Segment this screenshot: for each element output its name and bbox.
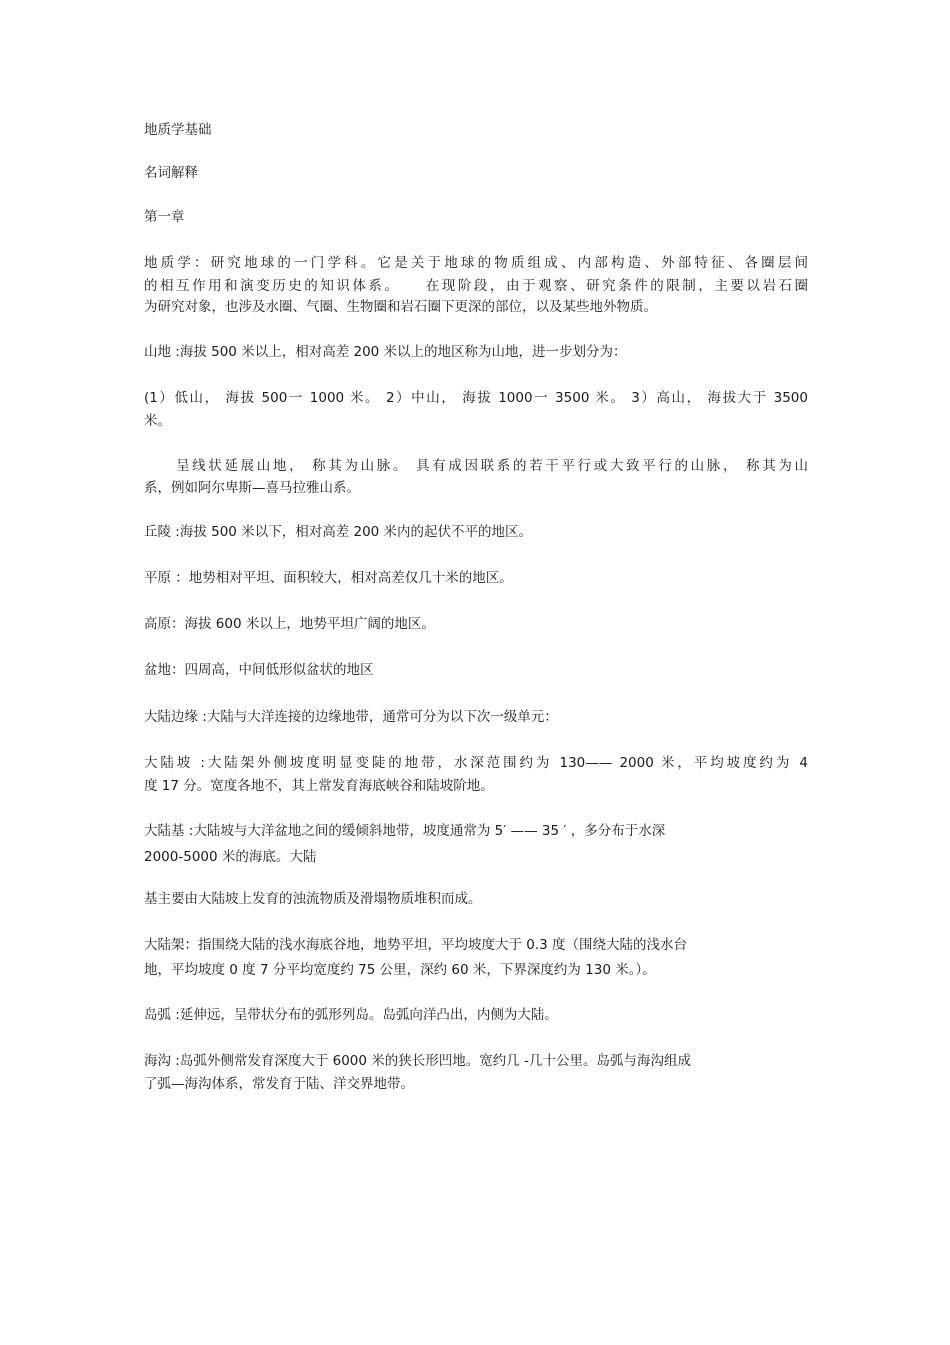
para-shandi-line-1: 山地 :海拔 500 米以上，相对高差 200 米以上的地区称为山地，进一步划分为：: [144, 344, 627, 360]
para-daluji-cont-line-1: 基主要由大陆坡上发育的浊流物质及滑塌物质堆积而成。: [144, 891, 482, 907]
para-dalujia-line-2: 地，平均坡度 0 度 7 分平均宽度约 75 公里，深约 60 米，下界深度约为 130 米。）。: [144, 962, 656, 978]
para-shanmai-line-2: 系，例如阿尔卑斯—喜马拉雅山系。: [144, 480, 360, 496]
para-shanmai-line-1: 呈线状延展山地， 称其为山脉。 具有成因联系的若干平行或大致平行的山脉， 称其为山: [176, 458, 808, 474]
para-haigou-line-1: 海沟 :岛弧外侧常发育深度大于 6000 米的狭长形凹地。宽约几 -几十公里。岛弧与海沟组成: [144, 1053, 691, 1069]
para-dizhixue-line-3: 为研究对象，也涉及水圈、气圈、生物圈和岩石圈下更深的部位，以及某些地外物质。: [144, 299, 657, 315]
doc-title: 地质学基础: [144, 122, 212, 138]
para-haigou-line-2: 了弧—海沟体系，常发育于陆、洋交界地带。: [144, 1076, 414, 1092]
para-qiuling-line-1: 丘陵 :海拔 500 米以下，相对高差 200 米内的起伏不平的地区。: [144, 524, 533, 540]
para-dalu-bianyuan-line-1: 大陆边缘 :大陆与大洋连接的边缘地带，通常可分为以下次一级单元：: [144, 709, 558, 725]
para-dalupo-line-2: 度 17 分。宽度各地不，其上常发育海底峡谷和陆坡阶地。: [144, 778, 494, 794]
para-daluji-line-1: 大陆基 :大陆坡与大洋盆地之间的缓倾斜地带，坡度通常为 5′ —— 35 ′ ，多分布于水深: [144, 823, 666, 839]
para-pingyuan-line-1: 平原 ：地势相对平坦、面积较大，相对高差仅几十米的地区。: [144, 570, 513, 586]
para-pendi-line-1: 盆地：四周高，中间低形似盆状的地区: [144, 662, 374, 678]
para-dalujia-line-1: 大陆架：指围绕大陆的浅水海底谷地，地势平坦，平均坡度大于 0.3 度（围绕大陆的浅水台: [144, 937, 688, 953]
para-gaoyuan-line-1: 高原：海拔 600 米以上，地势平坦广阔的地区。: [144, 616, 435, 632]
para-daluji-line-2: 2000-5000 米的海底。大陆: [144, 849, 317, 865]
para-dalupo-line-1: 大陆坡 :大陆架外侧坡度明显变陡的地带，水深范围约为 130—— 2000 米，平均坡度约为 4: [144, 755, 808, 771]
section-heading: 名词解释: [144, 165, 198, 181]
para-dizhixue-line-1: 地质学：研究地球的一门学科。它是关于地球的物质组成、内部构造、外部特征、各圈层间: [144, 255, 808, 271]
chapter-heading: 第一章: [144, 209, 185, 225]
para-shandi-classes-line-2: 米。: [144, 413, 171, 429]
para-daohu-line-1: 岛弧 :延伸远，呈带状分布的弧形列岛。岛弧向洋凸出，内侧为大陆。: [144, 1007, 558, 1023]
para-dizhixue-line-2: 的相互作用和演变历史的知识体系。 在现阶段，由于观察、研究条件的限制，主要以岩石圈: [144, 278, 808, 294]
para-shandi-classes-line-1: (1）低山， 海拔 500一 1000 米。 2）中山， 海拔 1000一 3500 米。 3）高山， 海拔大于 3500: [144, 390, 808, 406]
